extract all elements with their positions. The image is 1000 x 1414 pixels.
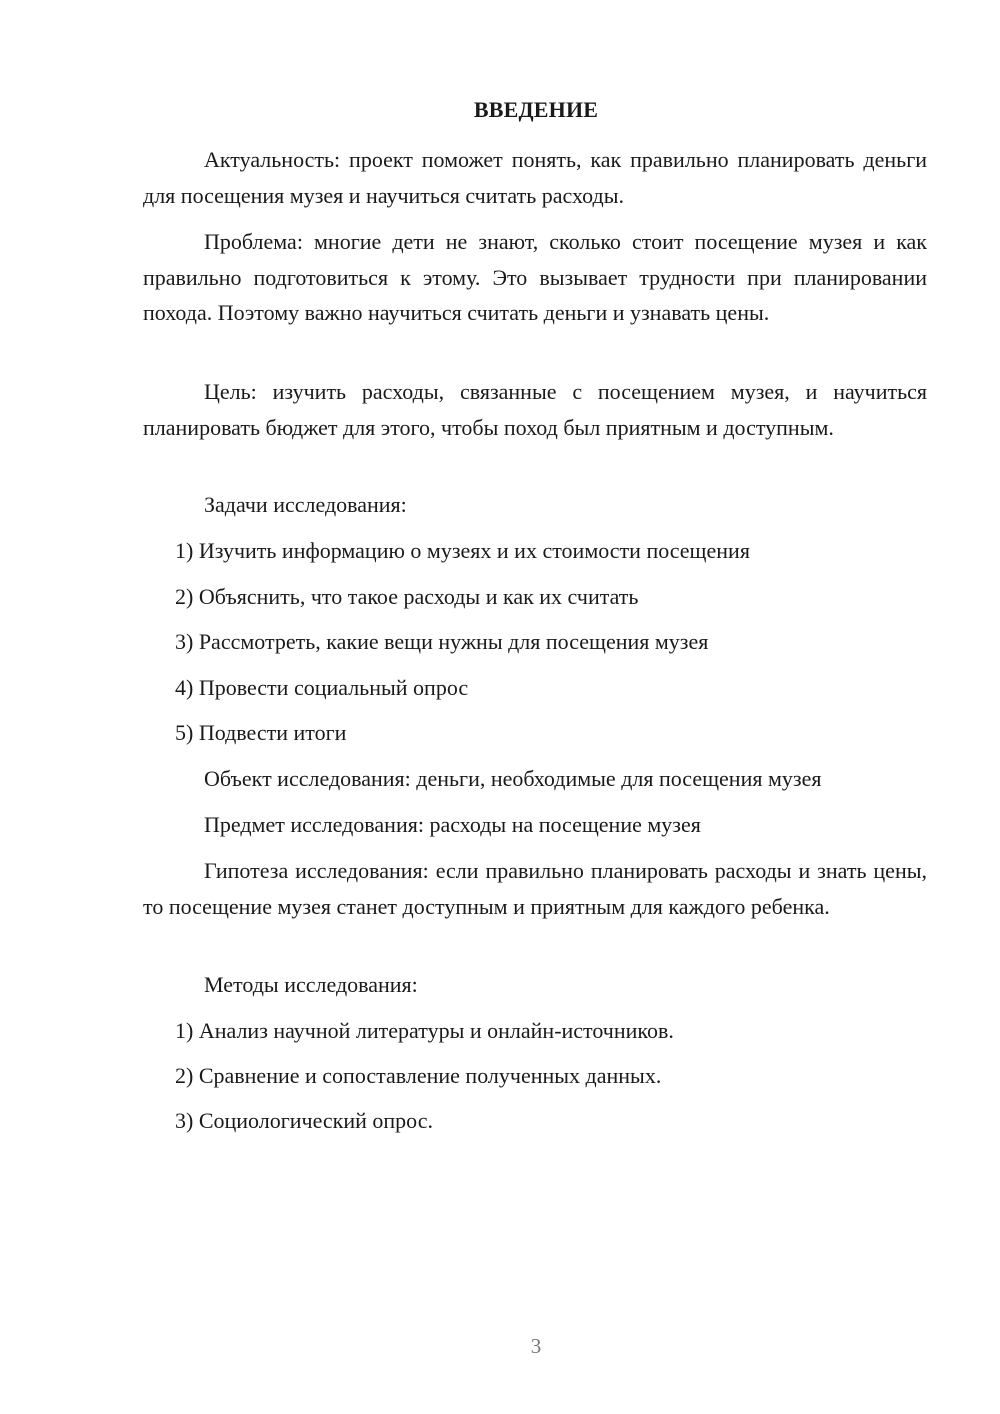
method-item: 2) Сравнение и сопоставление полученных данных. xyxy=(175,1063,662,1088)
task-item: 3) Рассмотреть, какие вещи нужны для посещения музея xyxy=(175,629,709,654)
goal-paragraph: Цель: изучить расходы, связанные с посещением музея, и научиться планировать бюджет для этого, чтобы поход был приятным и доступным. xyxy=(143,379,927,440)
method-item: 3) Социологический опрос. xyxy=(175,1108,433,1133)
task-item: 2) Объяснить, что такое расходы и как их считать xyxy=(175,584,639,609)
problem-paragraph: Проблема: многие дети не знают, сколько стоит посещение музея и как правильно подготовиться к этому. Это вызывает трудности при планировании похода. Поэтому важно научиться считать деньги и узнавать цены. xyxy=(143,229,927,325)
methods-title: Методы исследования: xyxy=(204,972,418,997)
section-heading: ВВЕДЕНИЕ xyxy=(473,97,599,122)
page-number: 3 xyxy=(530,1334,542,1358)
task-item: 1) Изучить информацию о музеях и их стоимости посещения xyxy=(175,538,750,563)
method-item: 1) Анализ научной литературы и онлайн-источников. xyxy=(175,1018,674,1043)
research-subject: Предмет исследования: расходы на посещение музея xyxy=(204,812,701,837)
relevance-paragraph: Актуальность: проект поможет понять, как правильно планировать деньги для посещения музея и научиться считать расходы. xyxy=(143,147,927,208)
hypothesis-paragraph: Гипотеза исследования: если правильно планировать расходы и знать цены, то посещение музея станет доступным и приятным для каждого ребенка. xyxy=(143,858,927,919)
research-object: Объект исследования: деньги, необходимые для посещения музея xyxy=(204,766,822,791)
tasks-title: Задачи исследования: xyxy=(204,492,407,517)
task-item: 5) Подвести итоги xyxy=(175,720,347,745)
task-item: 4) Провести социальный опрос xyxy=(175,675,469,700)
